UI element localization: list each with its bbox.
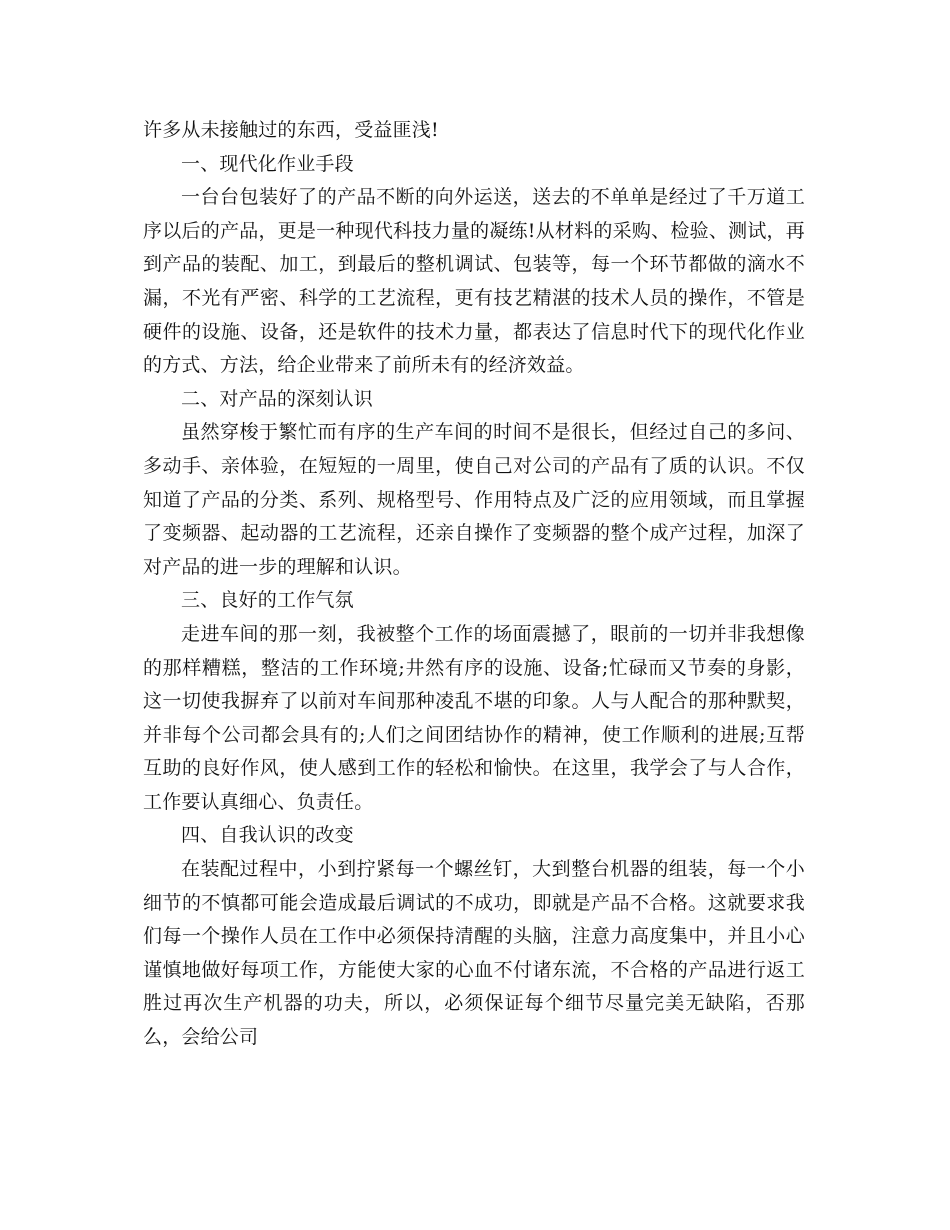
section-heading-2: 二、对产品的深刻认识 [181, 387, 374, 410]
paragraph-self-awareness: 在装配过程中，小到拧紧每一个螺丝钉，大到整台机器的组装，每一个小细节的不慎都可能会造成最后调试的不成功，即就是产品不合格。这就要求我们每一个操作人员在工作中必须保持清醒的头脑，注意力高度集中，并且小心谨慎地做好每项工作，方能使大家的心血不付诸东流，不合格的产品进行返工胜过再次生产机器的功夫，所以，必须保证每个细节尽量完美无缺陷，否那么，会给公司 [143, 858, 805, 1049]
paragraph-modern-operations: 一台台包装好了的产品不断的向外运送，送去的不单单是经过了千万道工序以后的产品，更是一种现代科技力量的凝练!从材料的采购、检验、测试，再到产品的装配、加工，到最后的整机调试、包装等，每一个环节都做的滴水不漏，不光有严密、科学的工艺流程，更有技艺精湛的技术人员的操作，不管是硬件的设施、设备，还是软件的技术力量，都表达了信息时代下的现代化作业的方式、方法，给企业带来了前所未有的经济效益。 [143, 186, 805, 377]
paragraph-work-atmosphere: 走进车间的那一刻，我被整个工作的场面震撼了，眼前的一切并非我想像的那样糟糕，整洁的工作环境;井然有序的设施、设备;忙碌而又节奏的身影，这一切使我摒弃了以前对车间那种凌乱不堪的印象。人与人配合的那种默契，并非每个公司都会具有的;人们之间团结协作的精神，使工作顺利的进展;互帮互助的良好作风，使人感到工作的轻松和愉快。在这里，我学会了与人合作，工作要认真细心、负责任。 [143, 622, 805, 813]
paragraph-continuation: 许多从未接触过的东西，受益匪浅! [143, 119, 439, 141]
document-body [143, 114, 805, 1055]
section-heading-4: 四、自我认识的改变 [181, 824, 354, 847]
section-heading-3: 三、良好的工作气氛 [181, 589, 354, 612]
paragraph-product-understanding: 虽然穿梭于繁忙而有序的生产车间的时间不是很长，但经过自己的多问、多动手、亲体验，在短短的一周里，使自己对公司的产品有了质的认识。不仅知道了产品的分类、系列、规格型号、作用特点及广泛的应用领域，而且掌握了变频器、起动器的工艺流程，还亲自操作了变频器的整个成产过程，加深了对产品的进一步的理解和认识。 [143, 421, 805, 578]
section-heading-1: 一、现代化作业手段 [181, 152, 354, 175]
